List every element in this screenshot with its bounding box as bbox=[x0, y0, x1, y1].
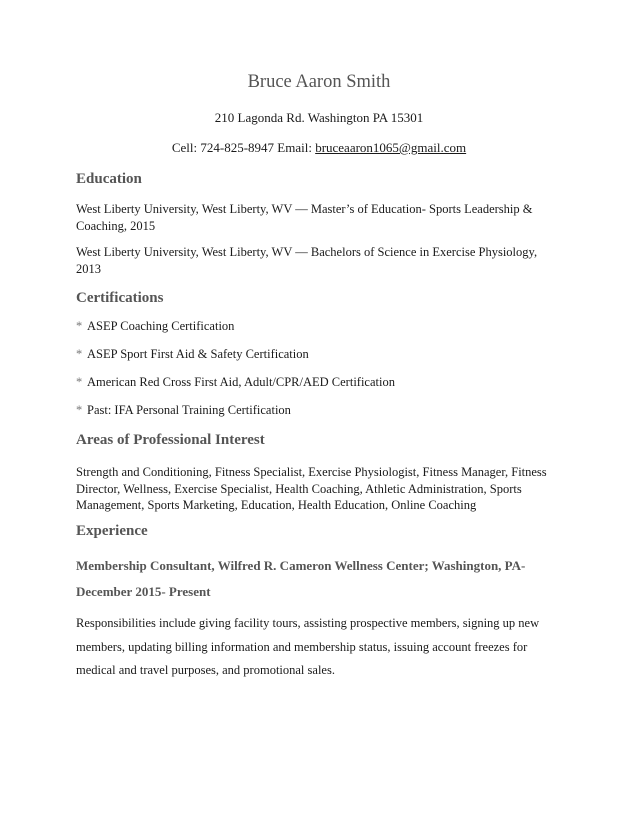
bullet-marker: * bbox=[76, 319, 83, 333]
certification-item bbox=[76, 346, 309, 362]
experience-heading: Experience bbox=[76, 523, 148, 539]
certification-item bbox=[76, 318, 234, 334]
applicant-address: 210 Lagonda Rd. Washington PA 15301 bbox=[214, 110, 424, 125]
education-item: West Liberty University, West Liberty, WV — Bachelors of Science in Exercise Physiology, 2013 bbox=[76, 245, 538, 276]
bullet-marker: * bbox=[76, 375, 83, 389]
certification-label: ASEP Sport First Aid & Safety Certification bbox=[87, 347, 309, 361]
interests-heading: Areas of Professional Interest bbox=[76, 432, 265, 448]
bullet-marker: * bbox=[76, 403, 83, 417]
certification-label: ASEP Coaching Certification bbox=[87, 319, 235, 333]
certifications-heading: Certifications bbox=[76, 290, 164, 306]
cell-and-email-label: Cell: 724-825-8947 Email: bbox=[171, 140, 316, 155]
certification-item bbox=[76, 374, 395, 390]
certification-label: Past: IFA Personal Training Certification bbox=[87, 403, 291, 417]
contact-line bbox=[0, 140, 638, 156]
interests-text: Strength and Conditioning, Fitness Specialist, Exercise Physiologist, Fitness Manager, Fitness Director, Wellness, Exercise Specialist, Health Coaching, Athletic Administration, Sports Management, Sports Marketing, Education, Health Education, Online Coaching bbox=[76, 465, 547, 512]
job-responsibilities: Responsibilities include giving facility tours, assisting prospective members, signing up new members, updating billing information and membership status, issuing account freezes for medical and travel purposes, and promotional sales. bbox=[76, 616, 540, 677]
education-item: West Liberty University, West Liberty, WV — Master’s of Education- Sports Leadership & Coaching, 2015 bbox=[76, 202, 533, 233]
certification-label: American Red Cross First Aid, Adult/CPR/AED Certification bbox=[87, 375, 395, 389]
education-heading: Education bbox=[76, 171, 142, 187]
email-link[interactable]: bruceaaron1065@gmail.com bbox=[315, 140, 467, 155]
applicant-name: Bruce Aaron Smith bbox=[247, 72, 391, 92]
certification-item bbox=[76, 402, 291, 418]
bullet-marker: * bbox=[76, 347, 83, 361]
job-title: Membership Consultant, Wilfred R. Cameron Wellness Center; Washington, PA- December 2015- Present bbox=[76, 558, 526, 599]
